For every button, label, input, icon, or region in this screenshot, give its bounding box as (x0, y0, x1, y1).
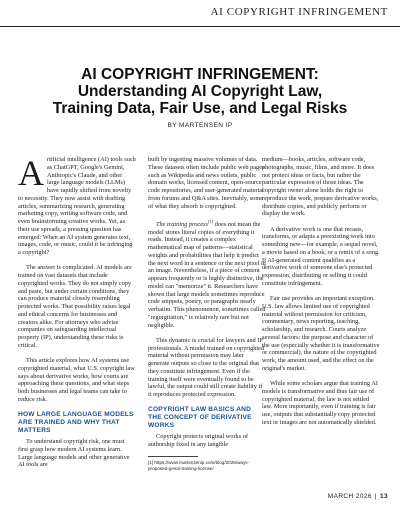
page-footer (328, 493, 388, 500)
paragraph: While some scholars argue that training AI models is transformative and thus fair use of copyrighted material, the law is not settled law. More importantly, even if training is fair use, outputs that substantially copy protected text or images are not automatically shielded. (262, 380, 378, 426)
paragraph (18, 153, 136, 257)
title-line-1: AI COPYRIGHT INFRINGEMENT: (81, 66, 319, 83)
issue-date: MARCH 2026 (327, 493, 372, 500)
footnote[interactable]: [1] https://www.martensenip.com/blog/2025/ways-proposed-genai-training-license/ (148, 460, 250, 471)
paragraph: A derivative work is one that recasts, transforms, or adapts a preexisting work into something new—for example, a sequel novel, a movie based on a book, or a remix of a song. If AI-generated content qualifies as a derivative work of someone else's protected expression, distributing or selling it could constitute infringement. (262, 225, 380, 287)
paragraph: This article explores how AI systems use copyrighted material, what U.S. copyright law says about derivative works, how courts are approaching these questions, and what steps both businesses and legal teams can take to reduce risk. (18, 357, 135, 403)
title-line-3: Training Data, Fair Use, and Legal Risks (52, 100, 348, 117)
emphasized-text: The training process (156, 220, 208, 228)
title-line-2: Understanding AI Copyright Law, (77, 83, 323, 100)
paragraph: medium—books, articles, software code, photographs, music, films, and more. It does not protect ideas or facts, but rather the particular expression of those ideas. The copyright owner alone holds the right to reproduce the work, prepare derivative works, distribute copies, and publicly perform or display the work. (262, 156, 379, 218)
paragraph: This dynamic is crucial for lawyers and IP professionals. A model trained on copyrighted material without permission may later generate outputs so close to the original that they constitute infringement. Even if the training itself were eventually found to be lawful, the output could still create liability if it reproduces protected expression. (148, 336, 265, 399)
paragraph: built by ingesting massive volumes of data. These datasets often include public web pages such as Wikipedia and news outlets, public domain works, licensed content, open-source code repositories, and user-generated material from forums and Q&A sites. Inevitably, some of what they absorb is copyrighted. (148, 156, 265, 210)
running-head: AI COPYRIGHT INFRINGEMENT (210, 6, 388, 18)
paragraph (148, 218, 266, 330)
paragraph: Copyright protects original works of authorship fixed in any tangible (148, 433, 248, 449)
article-title (0, 66, 400, 117)
column-2 (148, 156, 266, 472)
column-3 (262, 156, 380, 434)
section-heading: COPYRIGHT LAW BASICS AND THE CONCEPT OF DERIVATIVE WORKS (148, 406, 252, 430)
footnote-marker[interactable]: [1] (207, 218, 214, 224)
paragraph-text: does not mean the model stores literal copies of everything it reads. Instead, it creates a complex mathematical map of patterns—statistical weights and probabilities that help it predict the next word in a sentence or the next pixel in an image. Nevertheless, if a piece of content appears frequently or is highly distinctive, the model can "memorize" it. Researchers have shown that large models sometimes reproduce code snippets, poetry, or paragraphs nearly verbatim. This phenomenon, sometimes called "regurgitation," is relatively rare but not negligible. (148, 220, 266, 329)
page-number: 13 (379, 493, 388, 500)
paragraph-text: rtificial intelligence (AI) tools such as ChatGPT, Google's Gemini, Anthropic's Claude, and other large language models (LLMs) have rapidly shifted from novelty to necessity. They now assist with drafting articles, summarizing research, generating marketing copy, writing software code, and even brainstorming creative works. Yet, as their use spreads, a pressing question has emerged: When an AI system generates text, images, code, or music, could it be infringing a copyright? (18, 156, 136, 256)
footnote-rule (148, 456, 198, 457)
section-heading: HOW LARGE LANGUAGE MODELS ARE TRAINED AND WHY THAT MATTERS (18, 411, 134, 434)
paragraph: Fair use provides an important exception. U.S. law allows limited use of copyrighted material without permission for criticism, commentary, news reporting, teaching, scholarship, and research. Courts analyze several factors: the purpose and character of the use (especially whether it is transformative or commercial), the nature of the copyrighted work, the amount used, and the effect on the original's market. (262, 295, 380, 372)
byline: BY MARTENSEN IP (167, 122, 233, 129)
header-rule (0, 26, 400, 27)
paragraph: To understand copyright risk, one must first grasp how modern AI systems learn. Large language models and other generative AI tools are (18, 438, 130, 469)
footer-separator: | (374, 493, 377, 500)
column-1 (18, 153, 136, 477)
paragraph: The answer is complicated. AI models are trained on vast datasets that include copyrighted works. They do not simply copy and paste, but under certain conditions, they can produce material closely resembling protected works. That possibility raises legal and ethical concerns for businesses and creators alike. For attorneys who advise companies on safeguarding intellectual property (IP), understanding these risks is critical. (18, 264, 132, 349)
drop-cap: A (18, 153, 44, 193)
